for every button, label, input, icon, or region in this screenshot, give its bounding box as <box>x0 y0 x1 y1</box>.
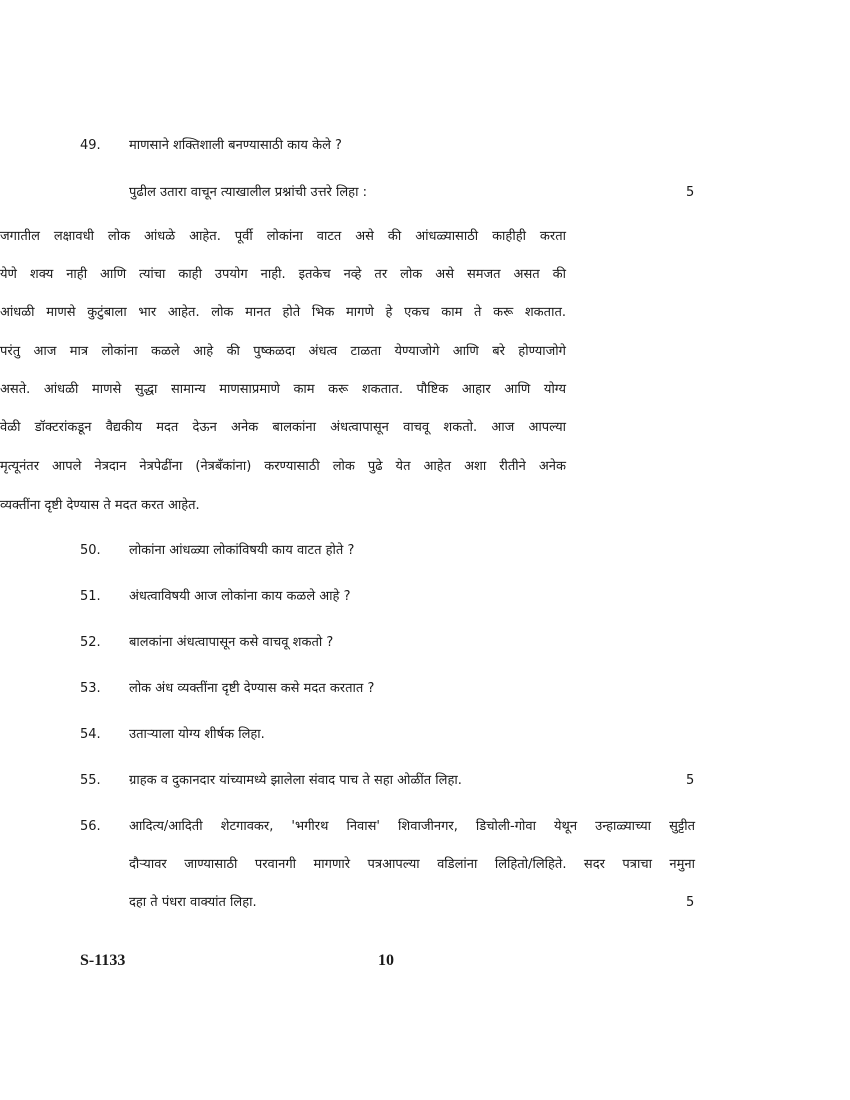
question-56-marks: 5 <box>686 895 695 910</box>
question-text: ग्राहक व दुकानदार यांच्यामध्ये झालेला संवाद पाच ते सहा ओळींत लिहा. <box>129 773 462 788</box>
passage-line: येणे शक्य नाही आणि त्यांचा काही उपयोग नाही. इतकेच नव्हे तर लोक असे समजत असत की <box>0 267 566 282</box>
question-56-line: दौऱ्यावर जाण्यासाठी परवानगी मागणारे पत्रआपल्या वडिलांना लिहितो/लिहिते. सदर पत्राचा नमुना <box>129 857 695 872</box>
question-text: माणसाने शक्तिशाली बनण्यासाठी काय केले ? <box>129 138 342 153</box>
question-56-line: आदित्य/आदिती शेटगावकर, 'भगीरथ निवास' शिवाजीनगर, डिचोली-गोवा येथून उन्हाळ्याच्या सुट्टीत <box>129 819 695 834</box>
passage-line: मृत्यूनंतर आपले नेत्रदान नेत्रपेढींना (नेत्रबँकांना) करण्यासाठी लोक पुढे येत आहेत अशा रीतीने अनेक <box>0 459 566 474</box>
passage-line: वेळी डॉक्टरांकडून वैद्यकीय मदत देऊन अनेक बालकांना अंधत्वापासून वाचवू शकतो. आज आपल्या <box>0 420 566 435</box>
question-number: 53. <box>80 681 101 696</box>
paper-code: S-1133 <box>80 952 126 969</box>
question-number: 51. <box>80 589 101 604</box>
passage-line: व्यक्तींना दृष्टी देण्यास ते मदत करत आहेत. <box>0 498 200 513</box>
passage-line: असते. आंधळी माणसे सुद्धा सामान्य माणसाप्रमाणे काम करू शकतात. पौष्टिक आहार आणि योग्य <box>0 382 566 397</box>
question-text: लोकांना आंधळ्या लोकांविषयी काय वाटत होते ? <box>129 543 355 558</box>
question-text: अंधत्वाविषयी आज लोकांना काय कळले आहे ? <box>129 589 351 604</box>
question-number: 50. <box>80 543 101 558</box>
question-number: 55. <box>80 773 101 788</box>
passage-marks: 5 <box>686 185 695 200</box>
passage-line: जगातील लक्षावधी लोक आंधळे आहेत. पूर्वी लोकांना वाटत असे की आंधळ्यासाठी काहीही करता <box>0 229 566 244</box>
passage-instruction: पुढील उतारा वाचून त्याखालील प्रश्नांची उत्तरे लिहा : <box>129 185 367 200</box>
question-text: बालकांना अंधत्वापासून कसे वाचवू शकतो ? <box>129 635 334 650</box>
question-55-marks: 5 <box>686 773 695 788</box>
passage-line: आंधळी माणसे कुटुंबाला भार आहेत. लोक मानत होते भिक मागणे हे एकच काम ते करू शकतात. <box>0 305 566 320</box>
page-number: 10 <box>378 952 394 969</box>
question-number: 56. <box>80 819 101 834</box>
passage-line: परंतु आज मात्र लोकांना कळले आहे की पुष्कळदा अंधत्व टाळता येण्याजोगे आणि बरे होण्याजोगे <box>0 344 566 359</box>
question-text: लोक अंध व्यक्तींना दृष्टी देण्यास कसे मदत करतात ? <box>129 681 375 696</box>
question-number: 54. <box>80 727 101 742</box>
question-number: 52. <box>80 635 101 650</box>
question-56-line: दहा ते पंधरा वाक्यांत लिहा. <box>129 895 257 910</box>
question-number: 49. <box>80 138 101 153</box>
question-text: उताऱ्याला योग्य शीर्षक लिहा. <box>129 727 265 742</box>
